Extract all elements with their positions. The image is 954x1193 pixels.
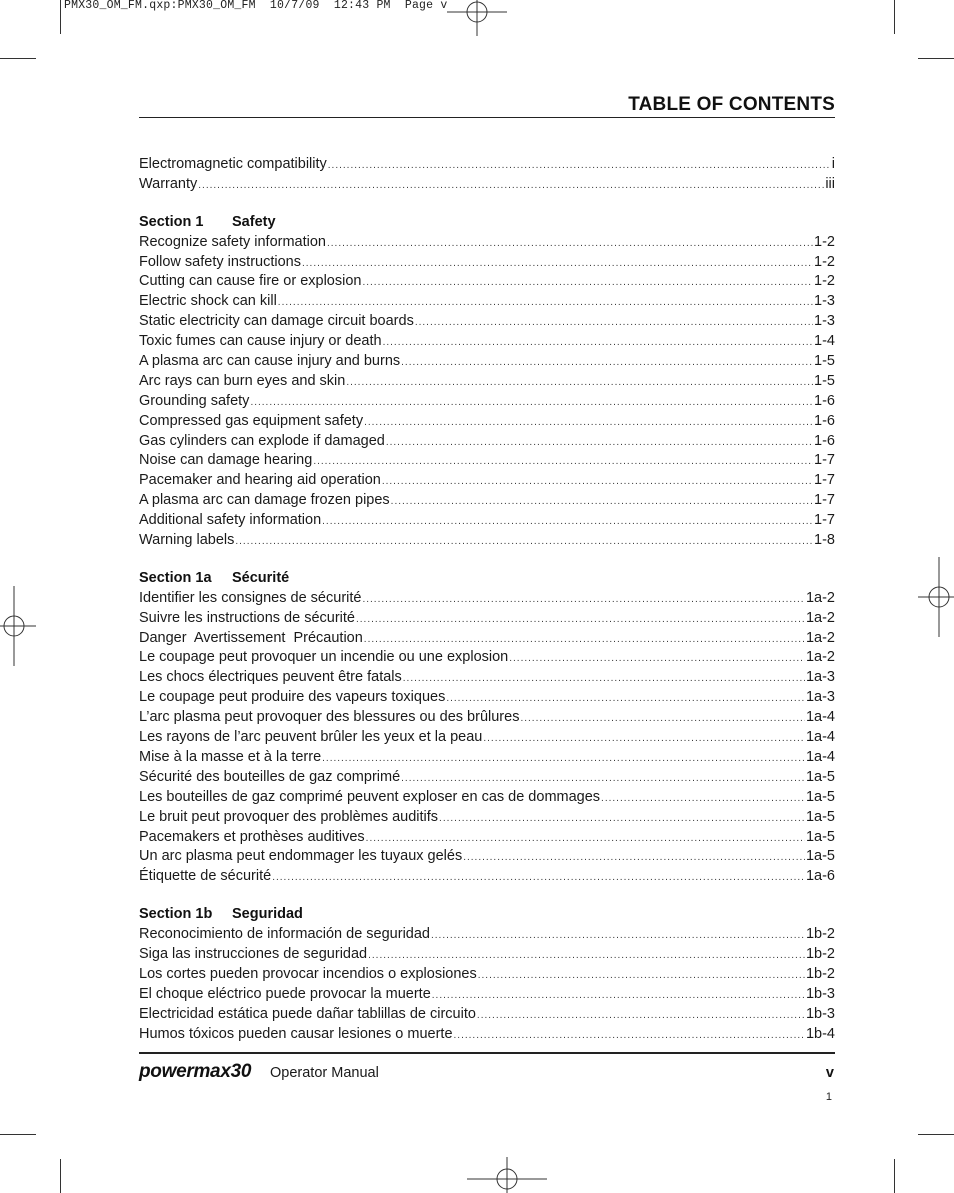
toc-entry-page: 1a-2 xyxy=(805,589,835,606)
section-heading xyxy=(139,905,835,925)
toc-entry xyxy=(139,491,835,511)
toc-entry-page: 1-2 xyxy=(814,273,835,290)
section-number: Section 1b xyxy=(139,906,213,923)
toc-entry-page: 1a-5 xyxy=(805,808,835,825)
crop-mark xyxy=(0,1134,36,1135)
toc-entry-page: 1a-4 xyxy=(805,729,835,746)
toc-entry xyxy=(139,155,835,175)
toc-entry-title: Identifier les consignes de sécurité xyxy=(139,589,362,606)
toc-entry-title: Recognize safety information xyxy=(139,233,326,250)
registration-mark-left xyxy=(0,586,36,666)
toc-entry-title: Static electricity can damage circuit boards xyxy=(139,313,414,330)
toc-entry-title: Danger Avertissement Précaution xyxy=(139,629,363,646)
toc-entry-page: iii xyxy=(825,175,835,192)
toc-entry xyxy=(139,688,835,708)
crop-mark xyxy=(918,58,954,59)
crop-mark xyxy=(60,0,61,34)
toc-entry-title: A plasma arc can cause injury and burns xyxy=(139,353,401,370)
section-spacer xyxy=(139,195,835,213)
crop-mark xyxy=(894,0,895,34)
toc-entry-page: 1b-2 xyxy=(805,926,835,943)
toc-entry xyxy=(139,392,835,412)
dot-leader xyxy=(356,610,805,630)
dot-leader xyxy=(278,293,813,313)
toc-entry-title: Electromagnetic compatibility xyxy=(139,156,327,172)
toc-entry-page: 1a-5 xyxy=(805,848,835,865)
table-of-contents xyxy=(139,155,835,1044)
toc-entry xyxy=(139,748,835,768)
dot-leader xyxy=(483,729,805,749)
dot-leader xyxy=(328,156,831,176)
crop-mark xyxy=(894,1159,895,1193)
toc-entry-title: L’arc plasma peut provoquer des blessures ou des brûlures xyxy=(139,709,520,726)
toc-entry-page: 1-3 xyxy=(814,313,835,330)
toc-entry-title: Los cortes pueden provocar incendios o explosiones xyxy=(139,965,477,982)
toc-entry-page: 1-8 xyxy=(814,532,835,549)
toc-entry xyxy=(139,808,835,828)
toc-entry xyxy=(139,768,835,788)
toc-entry-page: 1-3 xyxy=(814,293,835,310)
toc-entry-title: Follow safety instructions xyxy=(139,253,301,270)
page-number: v xyxy=(825,1065,834,1081)
toc-entry-title: Le bruit peut provoquer des problèmes auditifs xyxy=(139,808,439,825)
toc-entry-title: Toxic fumes can cause injury or death xyxy=(139,333,382,350)
toc-entry-page: 1b-3 xyxy=(805,985,835,1002)
toc-entry-title: Humos tóxicos pueden causar lesiones o muerte xyxy=(139,1025,453,1042)
toc-entry-page: 1b-2 xyxy=(805,965,835,982)
crop-mark xyxy=(918,1134,954,1135)
header-rule xyxy=(139,117,835,118)
dot-leader xyxy=(362,273,813,293)
dot-leader xyxy=(477,1006,805,1026)
section-heading xyxy=(139,569,835,589)
dot-leader xyxy=(432,986,805,1006)
toc-entry xyxy=(139,412,835,432)
registration-mark-top xyxy=(447,0,507,36)
toc-entry-page: 1-2 xyxy=(814,233,835,250)
dot-leader xyxy=(391,492,813,512)
toc-entry xyxy=(139,925,835,945)
dot-leader xyxy=(198,176,824,196)
dot-leader xyxy=(250,393,813,413)
section-name: Seguridad xyxy=(232,906,303,923)
toc-entry xyxy=(139,668,835,688)
toc-entry-title: Additional safety information xyxy=(139,512,322,529)
toc-entry-page: 1a-2 xyxy=(805,649,835,666)
toc-sections xyxy=(139,195,835,1045)
toc-entry-title: Grounding safety xyxy=(139,392,250,409)
registration-mark-bottom xyxy=(467,1157,547,1193)
toc-entry-page: 1a-3 xyxy=(805,669,835,686)
dot-leader xyxy=(368,946,805,966)
toc-entry-page: 1-6 xyxy=(814,412,835,429)
toc-entry-title: Cutting can cause fire or explosion xyxy=(139,273,362,290)
toc-entry-title: Les rayons de l’arc peuvent brûler les yeux et la peau xyxy=(139,729,483,746)
toc-entry xyxy=(139,1005,835,1025)
toc-entry-title: Pacemaker and hearing aid operation xyxy=(139,472,381,489)
toc-entry-page: 1a-5 xyxy=(805,828,835,845)
toc-entry xyxy=(139,589,835,609)
toc-entry-title: A plasma arc can damage frozen pipes xyxy=(139,492,390,509)
toc-entry-title: Suivre les instructions de sécurité xyxy=(139,609,355,626)
toc-entry-page: 1a-2 xyxy=(805,609,835,626)
toc-entry xyxy=(139,609,835,629)
toc-entry-title: Un arc plasma peut endommager les tuyaux gelés xyxy=(139,848,463,865)
dot-leader xyxy=(327,234,813,254)
dot-leader xyxy=(302,254,813,274)
dot-leader xyxy=(383,333,813,353)
manual-title: Operator Manual xyxy=(270,1065,379,1081)
registration-mark-right xyxy=(918,557,954,637)
toc-entry-page: 1-7 xyxy=(814,472,835,489)
toc-entry-title: Mise à la masse et à la terre xyxy=(139,748,322,765)
toc-entry xyxy=(139,828,835,848)
toc-entry xyxy=(139,788,835,808)
toc-entry xyxy=(139,728,835,748)
toc-entry-page: 1-6 xyxy=(814,432,835,449)
toc-entry-page: 1-7 xyxy=(814,512,835,529)
toc-entry xyxy=(139,648,835,668)
toc-entry-page: i xyxy=(831,156,835,172)
toc-entry-title: Electric shock can kill xyxy=(139,293,277,310)
dot-leader xyxy=(386,433,813,453)
toc-entry-page: 1a-6 xyxy=(805,868,835,885)
toc-entry-title: El choque eléctrico puede provocar la muerte xyxy=(139,985,431,1002)
toc-entry-page: 1-7 xyxy=(814,452,835,469)
dot-leader xyxy=(446,689,805,709)
toc-entry-title: Siga las instrucciones de seguridad xyxy=(139,945,368,962)
toc-entry-title: Le coupage peut provoquer un incendie ou une explosion xyxy=(139,649,509,666)
section-number: Section 1 xyxy=(139,213,204,230)
toc-entry xyxy=(139,867,835,887)
toc-entry-page: 1b-3 xyxy=(805,1005,835,1022)
crop-mark xyxy=(60,1159,61,1193)
toc-entry-title: Warning labels xyxy=(139,532,235,549)
toc-entry xyxy=(139,1025,835,1045)
dot-leader xyxy=(313,452,813,472)
print-page-number: 1 xyxy=(825,1091,832,1103)
toc-entry-title: Compressed gas equipment safety xyxy=(139,412,364,429)
section-number: Section 1a xyxy=(139,569,212,586)
dot-leader xyxy=(415,313,813,333)
dot-leader xyxy=(272,868,805,888)
dot-leader xyxy=(520,709,805,729)
toc-entry-title: Arc rays can burn eyes and skin xyxy=(139,372,346,389)
dot-leader xyxy=(322,512,813,532)
front-matter xyxy=(139,155,835,195)
dot-leader xyxy=(431,926,805,946)
toc-entry-page: 1b-2 xyxy=(805,945,835,962)
toc-entry xyxy=(139,847,835,867)
toc-entry-title: Étiquette de sécurité xyxy=(139,868,272,885)
toc-entry-page: 1-5 xyxy=(814,353,835,370)
dot-leader xyxy=(509,649,805,669)
page-title: TABLE OF CONTENTS xyxy=(628,94,835,115)
dot-leader xyxy=(346,373,813,393)
dot-leader xyxy=(362,590,805,610)
toc-entry xyxy=(139,985,835,1005)
powermax-logo: powermax30 xyxy=(139,1061,252,1082)
toc-entry-title: Les chocs électriques peuvent être fatals xyxy=(139,669,402,686)
section-name: Safety xyxy=(232,213,276,230)
toc-entry-page: 1b-4 xyxy=(805,1025,835,1042)
toc-entry-page: 1-7 xyxy=(814,492,835,509)
section-spacer xyxy=(139,551,835,569)
toc-entry xyxy=(139,312,835,332)
dot-leader xyxy=(463,848,805,868)
dot-leader xyxy=(439,809,805,829)
section-heading xyxy=(139,213,835,233)
toc-entry xyxy=(139,253,835,273)
toc-entry-page: 1-6 xyxy=(814,392,835,409)
toc-entry xyxy=(139,511,835,531)
toc-entry-title: Noise can damage hearing xyxy=(139,452,313,469)
toc-entry xyxy=(139,352,835,372)
toc-entry xyxy=(139,451,835,471)
crop-mark xyxy=(0,58,36,59)
toc-entry xyxy=(139,372,835,392)
dot-leader xyxy=(366,829,805,849)
toc-entry xyxy=(139,531,835,551)
toc-entry-title: Pacemakers et prothèses auditives xyxy=(139,828,365,845)
dot-leader xyxy=(364,630,805,650)
toc-entry-page: 1a-5 xyxy=(805,768,835,785)
toc-entry xyxy=(139,432,835,452)
toc-entry xyxy=(139,175,835,195)
toc-entry xyxy=(139,708,835,728)
toc-entry xyxy=(139,965,835,985)
toc-entry-page: 1-5 xyxy=(814,372,835,389)
toc-entry-title: Reconocimiento de información de seguridad xyxy=(139,926,430,943)
toc-entry xyxy=(139,292,835,312)
print-slug: PMX30_OM_FM.qxp:PMX30_OM_FM 10/7/09 12:43 PM Page v xyxy=(64,0,448,12)
footer-rule xyxy=(139,1052,835,1054)
dot-leader xyxy=(403,669,805,689)
toc-entry-title: Gas cylinders can explode if damaged xyxy=(139,432,385,449)
toc-entry-title: Electricidad estática puede dañar tablillas de circuito xyxy=(139,1005,476,1022)
toc-entry-page: 1-2 xyxy=(814,253,835,270)
section-spacer xyxy=(139,887,835,905)
toc-entry xyxy=(139,272,835,292)
dot-leader xyxy=(401,769,805,789)
dot-leader xyxy=(454,1026,805,1046)
toc-entry-page: 1a-2 xyxy=(805,629,835,646)
dot-leader xyxy=(235,532,813,552)
toc-entry-title: Le coupage peut produire des vapeurs toxiques xyxy=(139,689,446,706)
toc-entry-title: Warranty xyxy=(139,175,198,192)
dot-leader xyxy=(364,413,813,433)
dot-leader xyxy=(401,353,813,373)
section-name: Sécurité xyxy=(232,569,290,586)
toc-entry-title: Sécurité des bouteilles de gaz comprimé xyxy=(139,768,401,785)
toc-entry xyxy=(139,629,835,649)
toc-entry xyxy=(139,332,835,352)
toc-entry-title: Les bouteilles de gaz comprimé peuvent exploser en cas de dommages xyxy=(139,788,601,805)
toc-entry-page: 1a-3 xyxy=(805,689,835,706)
dot-leader xyxy=(601,789,805,809)
toc-entry-page: 1a-5 xyxy=(805,788,835,805)
dot-leader xyxy=(478,966,805,986)
dot-leader xyxy=(322,749,805,769)
toc-entry xyxy=(139,471,835,491)
dot-leader xyxy=(382,472,813,492)
toc-entry-page: 1-4 xyxy=(814,333,835,350)
toc-entry-page: 1a-4 xyxy=(805,748,835,765)
toc-entry xyxy=(139,233,835,253)
toc-entry-page: 1a-4 xyxy=(805,709,835,726)
toc-entry xyxy=(139,945,835,965)
